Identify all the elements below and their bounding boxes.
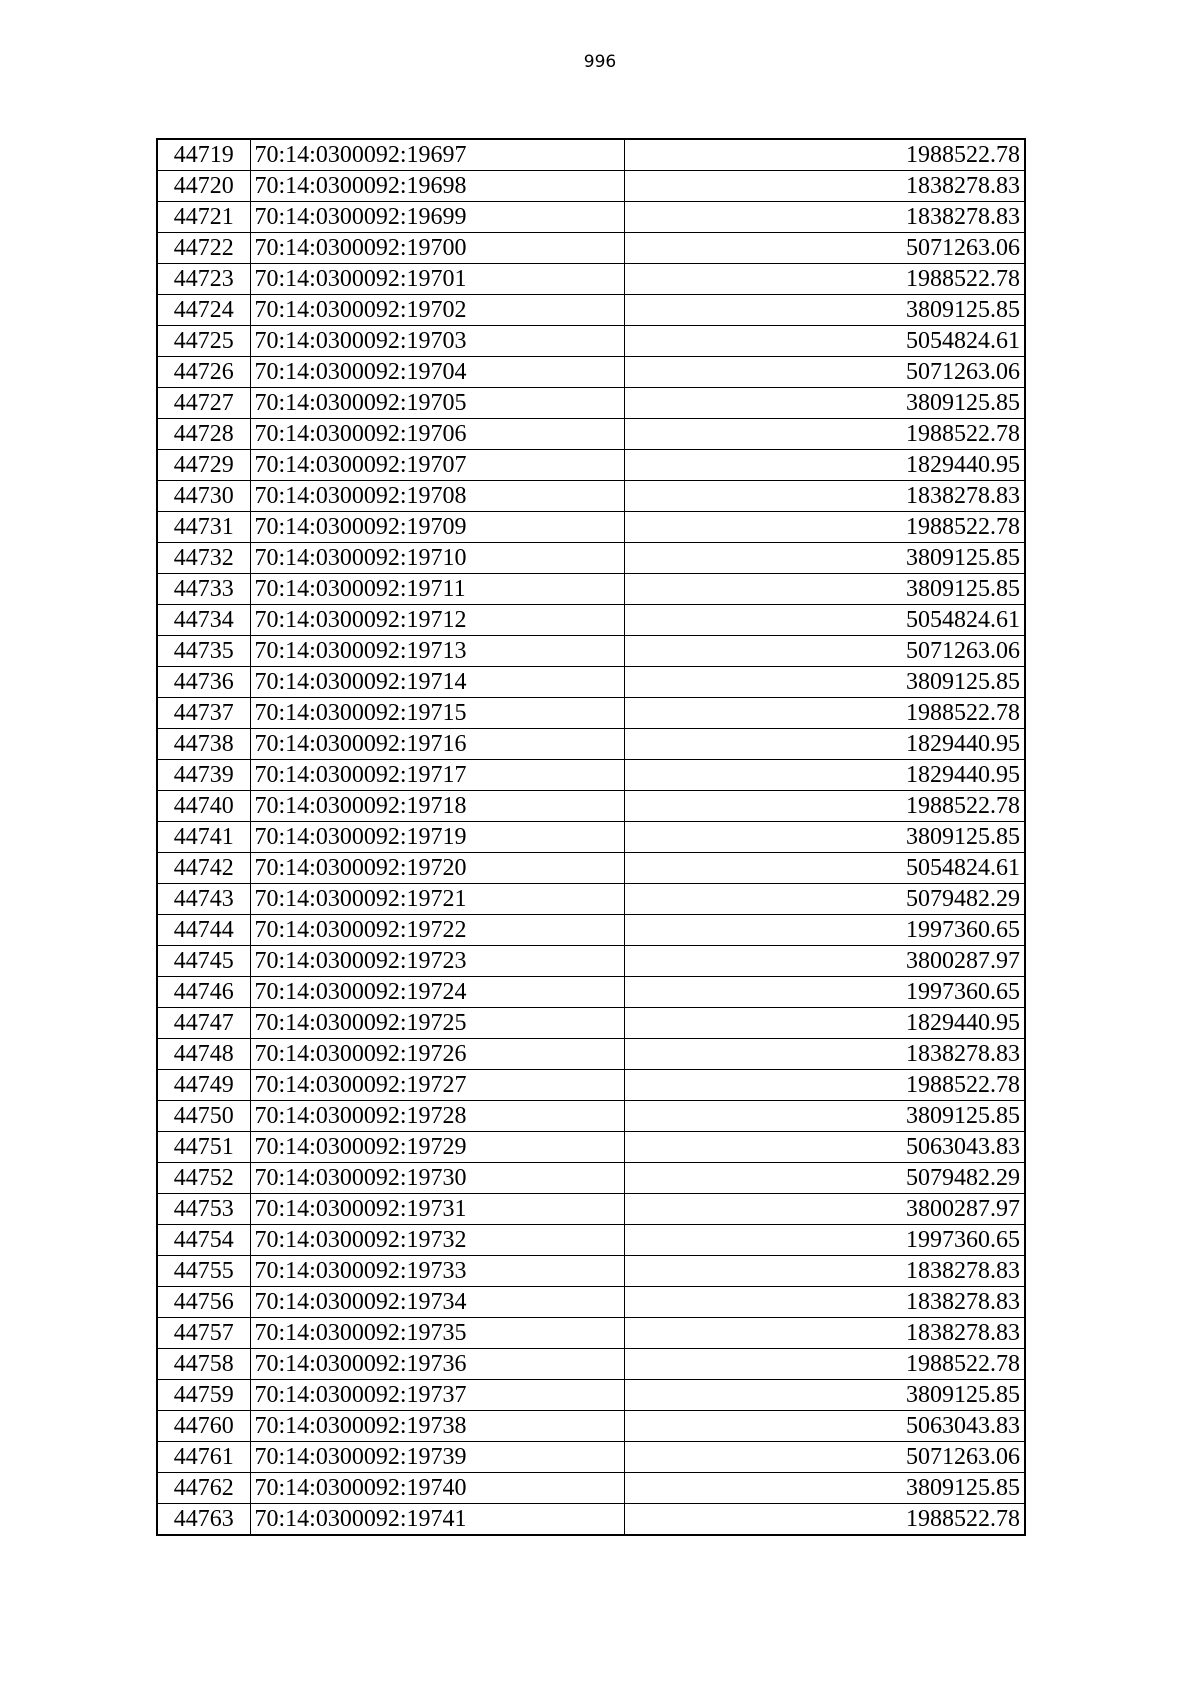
- table-row: [157, 388, 1025, 419]
- cadastral-number-cell: 70:14:0300092:19724: [250, 977, 624, 1008]
- cadastral-value-cell: 1838278.83: [624, 1318, 1025, 1349]
- cadastral-value-cell: 1988522.78: [624, 791, 1025, 822]
- table-row: [157, 264, 1025, 295]
- table-row: [157, 946, 1025, 977]
- table-row: [157, 729, 1025, 760]
- row-number-cell: 44744: [157, 915, 250, 946]
- cadastral-number-cell: 70:14:0300092:19710: [250, 543, 624, 574]
- cadastral-number-cell: 70:14:0300092:19719: [250, 822, 624, 853]
- table-row: [157, 1504, 1025, 1536]
- cadastral-value-cell: 1997360.65: [624, 977, 1025, 1008]
- cadastral-number-cell: 70:14:0300092:19704: [250, 357, 624, 388]
- row-number-cell: 44741: [157, 822, 250, 853]
- table-row: [157, 1194, 1025, 1225]
- cadastral-value-cell: 1988522.78: [624, 139, 1025, 171]
- table-row: [157, 419, 1025, 450]
- table-row: [157, 636, 1025, 667]
- table-row: [157, 1349, 1025, 1380]
- table-row: [157, 977, 1025, 1008]
- row-number-cell: 44759: [157, 1380, 250, 1411]
- row-number-cell: 44755: [157, 1256, 250, 1287]
- row-number-cell: 44738: [157, 729, 250, 760]
- cadastral-number-cell: 70:14:0300092:19725: [250, 1008, 624, 1039]
- row-number-cell: 44719: [157, 139, 250, 171]
- cadastral-number-cell: 70:14:0300092:19700: [250, 233, 624, 264]
- cadastral-number-cell: 70:14:0300092:19734: [250, 1287, 624, 1318]
- table-row: [157, 1411, 1025, 1442]
- cadastral-number-cell: 70:14:0300092:19731: [250, 1194, 624, 1225]
- row-number-cell: 44736: [157, 667, 250, 698]
- cadastral-value-cell: 1838278.83: [624, 1256, 1025, 1287]
- cadastral-number-cell: 70:14:0300092:19706: [250, 419, 624, 450]
- cadastral-value-cell: 5063043.83: [624, 1411, 1025, 1442]
- cadastral-value-cell: 1988522.78: [624, 419, 1025, 450]
- cadastral-value-cell: 1838278.83: [624, 481, 1025, 512]
- cadastral-number-cell: 70:14:0300092:19703: [250, 326, 624, 357]
- table-row: [157, 450, 1025, 481]
- table-row: [157, 1318, 1025, 1349]
- cadastral-value-cell: 3809125.85: [624, 667, 1025, 698]
- cadastral-value-cell: 1988522.78: [624, 698, 1025, 729]
- row-number-cell: 44721: [157, 202, 250, 233]
- row-number-cell: 44733: [157, 574, 250, 605]
- cadastral-value-cell: 5071263.06: [624, 1442, 1025, 1473]
- cadastral-number-cell: 70:14:0300092:19717: [250, 760, 624, 791]
- cadastral-value-cell: 1829440.95: [624, 1008, 1025, 1039]
- table-row: [157, 543, 1025, 574]
- cadastral-value-cell: 5071263.06: [624, 357, 1025, 388]
- cadastral-value-cell: 3809125.85: [624, 574, 1025, 605]
- cadastral-number-cell: 70:14:0300092:19716: [250, 729, 624, 760]
- table-row: [157, 1132, 1025, 1163]
- cadastral-number-cell: 70:14:0300092:19722: [250, 915, 624, 946]
- row-number-cell: 44752: [157, 1163, 250, 1194]
- cadastral-number-cell: 70:14:0300092:19699: [250, 202, 624, 233]
- row-number-cell: 44727: [157, 388, 250, 419]
- row-number-cell: 44753: [157, 1194, 250, 1225]
- row-number-cell: 44730: [157, 481, 250, 512]
- table-row: [157, 202, 1025, 233]
- table-row: [157, 1473, 1025, 1504]
- cadastral-value-cell: 1988522.78: [624, 1070, 1025, 1101]
- table-row: [157, 605, 1025, 636]
- row-number-cell: 44726: [157, 357, 250, 388]
- cadastral-value-cell: 5079482.29: [624, 1163, 1025, 1194]
- row-number-cell: 44751: [157, 1132, 250, 1163]
- table-row: [157, 915, 1025, 946]
- table-row: [157, 760, 1025, 791]
- cadastral-number-cell: 70:14:0300092:19739: [250, 1442, 624, 1473]
- row-number-cell: 44735: [157, 636, 250, 667]
- cadastral-number-cell: 70:14:0300092:19729: [250, 1132, 624, 1163]
- cadastral-value-cell: 3809125.85: [624, 1473, 1025, 1504]
- cadastral-value-cell: 1829440.95: [624, 760, 1025, 791]
- row-number-cell: 44746: [157, 977, 250, 1008]
- row-number-cell: 44732: [157, 543, 250, 574]
- table-body: [157, 139, 1025, 1535]
- cadastral-value-cell: 5054824.61: [624, 605, 1025, 636]
- cadastral-value-cell: 1988522.78: [624, 1504, 1025, 1536]
- row-number-cell: 44754: [157, 1225, 250, 1256]
- table-row: [157, 1008, 1025, 1039]
- cadastral-number-cell: 70:14:0300092:19709: [250, 512, 624, 543]
- row-number-cell: 44758: [157, 1349, 250, 1380]
- cadastral-number-cell: 70:14:0300092:19741: [250, 1504, 624, 1536]
- cadastral-number-cell: 70:14:0300092:19727: [250, 1070, 624, 1101]
- cadastral-value-cell: 3809125.85: [624, 543, 1025, 574]
- row-number-cell: 44729: [157, 450, 250, 481]
- cadastral-value-cell: 1838278.83: [624, 1039, 1025, 1070]
- page-number: 996: [583, 52, 617, 72]
- table-row: [157, 1225, 1025, 1256]
- row-number-cell: 44763: [157, 1504, 250, 1536]
- cadastral-value-cell: 3809125.85: [624, 1101, 1025, 1132]
- table-row: [157, 295, 1025, 326]
- table-row: [157, 1287, 1025, 1318]
- row-number-cell: 44740: [157, 791, 250, 822]
- row-number-cell: 44743: [157, 884, 250, 915]
- row-number-cell: 44731: [157, 512, 250, 543]
- cadastral-value-cell: 5071263.06: [624, 636, 1025, 667]
- row-number-cell: 44742: [157, 853, 250, 884]
- table-row: [157, 791, 1025, 822]
- table-row: [157, 1256, 1025, 1287]
- table-row: [157, 1442, 1025, 1473]
- cadastral-value-cell: 1829440.95: [624, 729, 1025, 760]
- row-number-cell: 44749: [157, 1070, 250, 1101]
- cadastral-number-cell: 70:14:0300092:19730: [250, 1163, 624, 1194]
- table-row: [157, 853, 1025, 884]
- row-number-cell: 44747: [157, 1008, 250, 1039]
- cadastral-number-cell: 70:14:0300092:19714: [250, 667, 624, 698]
- cadastral-number-cell: 70:14:0300092:19732: [250, 1225, 624, 1256]
- cadastral-number-cell: 70:14:0300092:19733: [250, 1256, 624, 1287]
- cadastral-value-cell: 1988522.78: [624, 512, 1025, 543]
- table-row: [157, 1070, 1025, 1101]
- cadastral-value-cell: 3809125.85: [624, 1380, 1025, 1411]
- row-number-cell: 44737: [157, 698, 250, 729]
- row-number-cell: 44760: [157, 1411, 250, 1442]
- cadastral-value-cell: 1988522.78: [624, 1349, 1025, 1380]
- cadastral-number-cell: 70:14:0300092:19738: [250, 1411, 624, 1442]
- table-row: [157, 357, 1025, 388]
- table-row: [157, 233, 1025, 264]
- cadastral-number-cell: 70:14:0300092:19701: [250, 264, 624, 295]
- cadastral-value-cell: 3809125.85: [624, 822, 1025, 853]
- row-number-cell: 44750: [157, 1101, 250, 1132]
- table-row: [157, 574, 1025, 605]
- cadastral-number-cell: 70:14:0300092:19708: [250, 481, 624, 512]
- table-row: [157, 481, 1025, 512]
- cadastral-number-cell: 70:14:0300092:19720: [250, 853, 624, 884]
- cadastral-number-cell: 70:14:0300092:19698: [250, 171, 624, 202]
- cadastral-number-cell: 70:14:0300092:19707: [250, 450, 624, 481]
- row-number-cell: 44725: [157, 326, 250, 357]
- row-number-cell: 44745: [157, 946, 250, 977]
- cadastral-number-cell: 70:14:0300092:19697: [250, 139, 624, 171]
- row-number-cell: 44724: [157, 295, 250, 326]
- row-number-cell: 44748: [157, 1039, 250, 1070]
- row-number-cell: 44761: [157, 1442, 250, 1473]
- cadastral-value-cell: 1997360.65: [624, 1225, 1025, 1256]
- cadastral-value-cell: 5054824.61: [624, 326, 1025, 357]
- row-number-cell: 44757: [157, 1318, 250, 1349]
- cadastral-number-cell: 70:14:0300092:19702: [250, 295, 624, 326]
- cadastral-value-table: [156, 138, 1026, 1536]
- cadastral-number-cell: 70:14:0300092:19721: [250, 884, 624, 915]
- cadastral-value-cell: 1829440.95: [624, 450, 1025, 481]
- cadastral-number-cell: 70:14:0300092:19718: [250, 791, 624, 822]
- table-row: [157, 139, 1025, 171]
- row-number-cell: 44720: [157, 171, 250, 202]
- cadastral-number-cell: 70:14:0300092:19726: [250, 1039, 624, 1070]
- cadastral-value-cell: 3809125.85: [624, 388, 1025, 419]
- cadastral-number-cell: 70:14:0300092:19711: [250, 574, 624, 605]
- cadastral-value-cell: 1838278.83: [624, 171, 1025, 202]
- cadastral-number-cell: 70:14:0300092:19715: [250, 698, 624, 729]
- cadastral-number-cell: 70:14:0300092:19737: [250, 1380, 624, 1411]
- table-row: [157, 1101, 1025, 1132]
- table-row: [157, 698, 1025, 729]
- cadastral-value-cell: 3800287.97: [624, 1194, 1025, 1225]
- cadastral-value-cell: 1838278.83: [624, 202, 1025, 233]
- row-number-cell: 44722: [157, 233, 250, 264]
- table-row: [157, 512, 1025, 543]
- cadastral-value-cell: 5079482.29: [624, 884, 1025, 915]
- cadastral-value-cell: 3800287.97: [624, 946, 1025, 977]
- cadastral-value-cell: 5054824.61: [624, 853, 1025, 884]
- table-row: [157, 171, 1025, 202]
- cadastral-number-cell: 70:14:0300092:19740: [250, 1473, 624, 1504]
- cadastral-number-cell: 70:14:0300092:19713: [250, 636, 624, 667]
- cadastral-number-cell: 70:14:0300092:19723: [250, 946, 624, 977]
- table-row: [157, 1380, 1025, 1411]
- cadastral-value-cell: 1988522.78: [624, 264, 1025, 295]
- cadastral-value-cell: 5071263.06: [624, 233, 1025, 264]
- cadastral-number-cell: 70:14:0300092:19728: [250, 1101, 624, 1132]
- row-number-cell: 44762: [157, 1473, 250, 1504]
- table-row: [157, 1163, 1025, 1194]
- cadastral-number-cell: 70:14:0300092:19705: [250, 388, 624, 419]
- cadastral-value-cell: 1838278.83: [624, 1287, 1025, 1318]
- table-row: [157, 326, 1025, 357]
- table-row: [157, 1039, 1025, 1070]
- cadastral-value-cell: 5063043.83: [624, 1132, 1025, 1163]
- row-number-cell: 44728: [157, 419, 250, 450]
- cadastral-number-cell: 70:14:0300092:19712: [250, 605, 624, 636]
- row-number-cell: 44723: [157, 264, 250, 295]
- cadastral-value-cell: 3809125.85: [624, 295, 1025, 326]
- table-row: [157, 884, 1025, 915]
- table-row: [157, 667, 1025, 698]
- row-number-cell: 44756: [157, 1287, 250, 1318]
- row-number-cell: 44739: [157, 760, 250, 791]
- table-row: [157, 822, 1025, 853]
- cadastral-number-cell: 70:14:0300092:19736: [250, 1349, 624, 1380]
- cadastral-value-cell: 1997360.65: [624, 915, 1025, 946]
- cadastral-number-cell: 70:14:0300092:19735: [250, 1318, 624, 1349]
- row-number-cell: 44734: [157, 605, 250, 636]
